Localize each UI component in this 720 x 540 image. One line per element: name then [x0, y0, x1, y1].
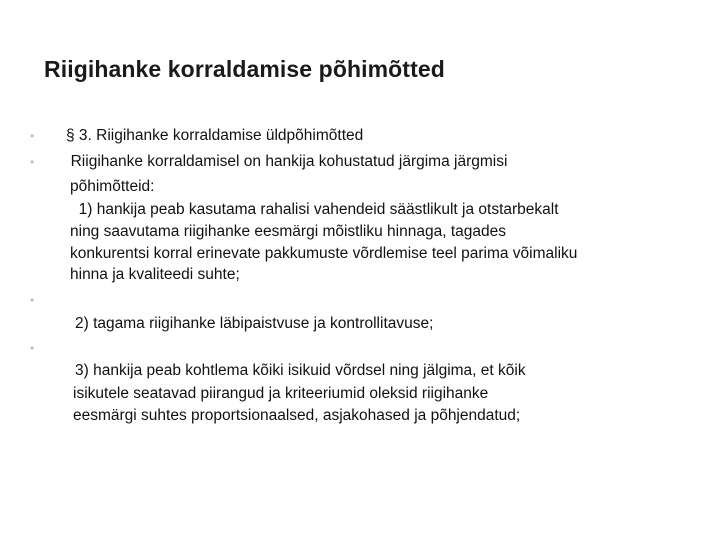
bullet-2-line-5: konkurentsi korral erinevate pakkumuste võrdlemise teel parima võimaliku: [70, 245, 578, 262]
bullet-marker: •: [30, 129, 35, 143]
bullet-2-line-3: 1) hankija peab kasutama rahalisi vahendeid säästlikult ja otstarbekalt: [70, 201, 559, 218]
bullet-marker: •: [30, 341, 35, 355]
bullet-4-line-3: eesmärgi suhtes proportsionaalsed, asjakohased ja põhjendatud;: [73, 407, 521, 424]
bullet-1-line-1: § 3. Riigihanke korraldamise üldpõhimõtted: [66, 127, 364, 144]
bullet-2-line-6: hinna ja kvaliteedi suhte;: [70, 266, 240, 283]
bullet-2-line-2: põhimõtteid:: [70, 178, 155, 195]
bullet-2-line-1: Riigihanke korraldamisel on hankija kohustatud järgima järgmisi: [62, 153, 508, 170]
bullet-2-line-4: ning saavutama riigihanke eesmärgi mõistliku hinnaga, tagades: [70, 223, 506, 240]
bullet-marker: •: [30, 155, 35, 169]
bullet-4-line-2: isikutele seatavad piirangud ja kriteeriumid oleksid riigihanke: [73, 385, 489, 402]
slide-title: Riigihanke korraldamise põhimõtted: [44, 56, 445, 82]
bullet-marker: •: [30, 293, 35, 307]
bullet-4-line-1: 3) hankija peab kohtlema kõiki isikuid võrdsel ning jälgima, et kõik: [75, 362, 526, 379]
bullet-3-line-1: 2) tagama riigihanke läbipaistvuse ja kontrollitavuse;: [75, 315, 434, 332]
